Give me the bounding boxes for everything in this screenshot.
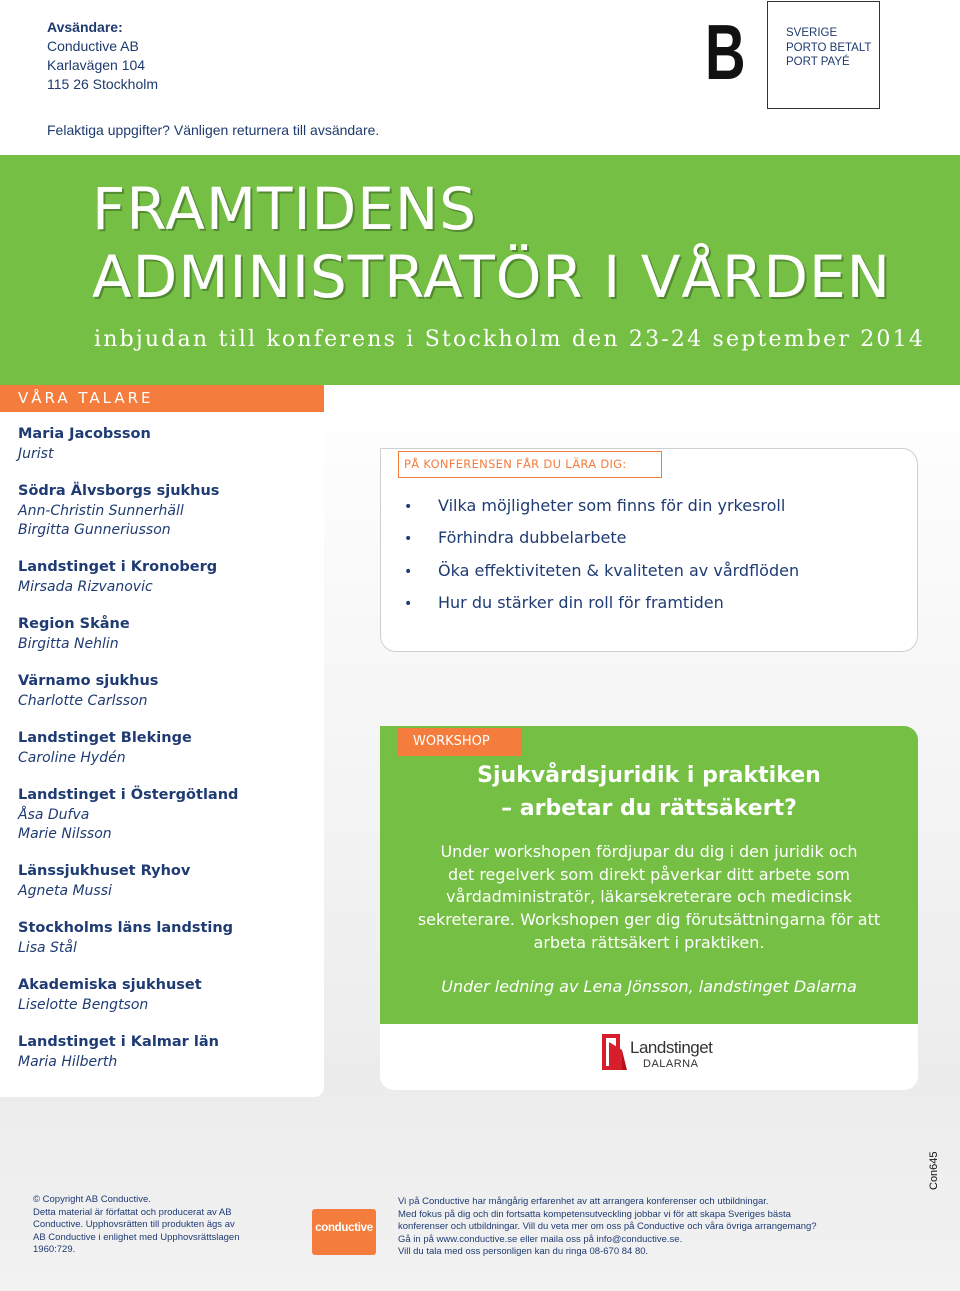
stamp-line: PORTO BETALT — [786, 41, 872, 54]
headline-line-1: FRAMTIDENS — [92, 175, 478, 243]
speaker-org: Akademiska sjukhuset — [18, 977, 202, 993]
speaker-name: Marie Nilsson — [18, 826, 112, 842]
workshop-body-line: Under workshopen fördjupar du dig i den juridik och — [440, 842, 858, 861]
info-line: Vi på Conductive har mångårig erfarenhet av att arrangera konferenser och utbildningar. — [398, 1196, 769, 1207]
speaker-name: Birgitta Nehlin — [18, 636, 119, 652]
workshop-body-line: det regelverk som direkt påverkar ditt arbete som — [447, 865, 851, 884]
sender-line: Conductive AB — [47, 38, 139, 54]
sender-line: Karlavägen 104 — [47, 57, 146, 73]
speakers-title: VÅRA TALARE — [18, 389, 154, 407]
workshop-body-line: arbeta rättsäkert i praktiken. — [533, 933, 765, 952]
speaker-name: Mirsada Rizvanovic — [18, 579, 153, 595]
speaker-org: Landstinget i Östergötland — [18, 787, 239, 803]
workshop-tag-label: WORKSHOP — [413, 734, 490, 749]
bullet-icon: • — [404, 564, 413, 580]
info-line: Gå in på www.conductive.se eller maila oss på info@conductive.se. — [398, 1233, 683, 1245]
learning-point — [404, 528, 626, 547]
learning-point — [404, 593, 724, 612]
learning-goals-box — [380, 448, 918, 652]
workshop-body-line: vårdadministratör, läkarsekreterare och medicinsk — [446, 887, 852, 906]
speaker-org: Värnamo sjukhus — [18, 673, 159, 689]
sender-title: Avsändare: — [47, 19, 123, 35]
conductive-logo-text: conductive — [315, 1222, 373, 1234]
return-note: Felaktiga uppgifter? Vänligen returnera till avsändare. — [47, 122, 380, 138]
company-info — [398, 1196, 817, 1259]
speaker-org: Södra Älvsborgs sjukhus — [18, 483, 220, 499]
sender-address — [47, 18, 158, 94]
speaker-name: Liselotte Bengtson — [18, 997, 149, 1013]
info-line: konferenser och utbildningar. Vill du veta mer om oss på Conductive och våra övriga arrangemang? — [398, 1221, 817, 1232]
copyright-line: 1960:729. — [33, 1244, 76, 1255]
stamp-line: PORT PAYÉ — [786, 56, 850, 68]
speaker-org: Landstinget i Kalmar län — [18, 1034, 219, 1050]
learning-point-text: Hur du stärker din roll för framtiden — [438, 593, 724, 612]
speaker-org: Landstinget Blekinge — [18, 730, 192, 746]
bullet-icon: • — [404, 531, 413, 547]
bullet-icon: • — [404, 499, 413, 515]
bullet-icon: • — [404, 596, 413, 612]
info-line: Med fokus på dig och din fortsatta kompetensutveckling jobbar vi för att skapa Sveriges bästa — [398, 1208, 791, 1220]
learning-goals-title: PÅ KONFERENSEN FÅR DU LÄRA DIG: — [404, 457, 627, 471]
speaker-name: Caroline Hydén — [18, 750, 126, 766]
workshop-title: Sjukvårdsjuridik i praktiken — [477, 763, 821, 788]
banner-subtitle: inbjudan till konferens i Stockholm den 23-24 september 2014 — [94, 327, 926, 352]
workshop-title-line-2: – arbetar du rättsäkert? — [501, 796, 797, 821]
postage-stamp-box — [767, 1, 880, 109]
document-code: Con645 — [928, 1151, 940, 1190]
info-line: Vill du tala med oss personligen kan du ringa 08-670 84 80. — [398, 1246, 649, 1257]
stamp-line: SVERIGE — [786, 27, 838, 39]
copyright-line: AB Conductive i enlighet med Upphovsrättslagen — [33, 1231, 240, 1243]
sender-line: 115 26 Stockholm — [47, 76, 159, 92]
learning-point-text: Förhindra dubbelarbete — [438, 528, 627, 547]
landstinget-logo-icon — [600, 1032, 628, 1072]
learning-point — [404, 561, 799, 580]
speaker-name: Charlotte Carlsson — [18, 693, 148, 709]
workshop-body-line: sekreterare. Workshopen ger dig förutsättningarna för att — [417, 910, 881, 929]
landstinget-logo-name: Landstinget — [630, 1038, 713, 1057]
speaker-name: Åsa Dufva — [18, 807, 90, 823]
copyright-line: © Copyright AB Conductive. — [33, 1194, 151, 1205]
speaker-name: Jurist — [18, 446, 54, 462]
speaker-org: Region Skåne — [18, 616, 130, 632]
landstinget-logo-region: DALARNA — [643, 1058, 699, 1070]
copyright-notice — [33, 1194, 239, 1257]
postage-class-mark: B — [705, 8, 746, 96]
speaker-org: Landstinget i Kronoberg — [18, 559, 218, 575]
speaker-org: Länssjukhuset Ryhov — [18, 863, 191, 879]
copyright-line: Conductive. Upphovsrätten till produkten ägs av — [33, 1219, 235, 1230]
speaker-org: Stockholms läns landsting — [18, 920, 234, 936]
learning-point-text: Öka effektiviteten & kvaliteten av vårdflöden — [438, 561, 800, 580]
copyright-line: Detta material är författat och producerat av AB — [33, 1206, 232, 1218]
learning-point-text: Vilka möjligheter som finns för din yrkesroll — [438, 496, 786, 515]
learning-point — [404, 496, 785, 515]
speaker-name: Ann-Christin Sunnerhäll — [18, 503, 184, 519]
headline-line-2: ADMINISTRATÖR I VÅRDEN — [92, 243, 892, 311]
speaker-name: Birgitta Gunneriusson — [18, 522, 171, 538]
workshop-leader: Under ledning av Lena Jönsson, landstinget Dalarna — [441, 977, 857, 996]
speaker-name: Agneta Mussi — [18, 883, 112, 899]
speaker-name: Maria Hilberth — [18, 1054, 118, 1070]
speaker-org: Maria Jacobsson — [18, 426, 151, 442]
speaker-name: Lisa Stål — [18, 940, 77, 956]
